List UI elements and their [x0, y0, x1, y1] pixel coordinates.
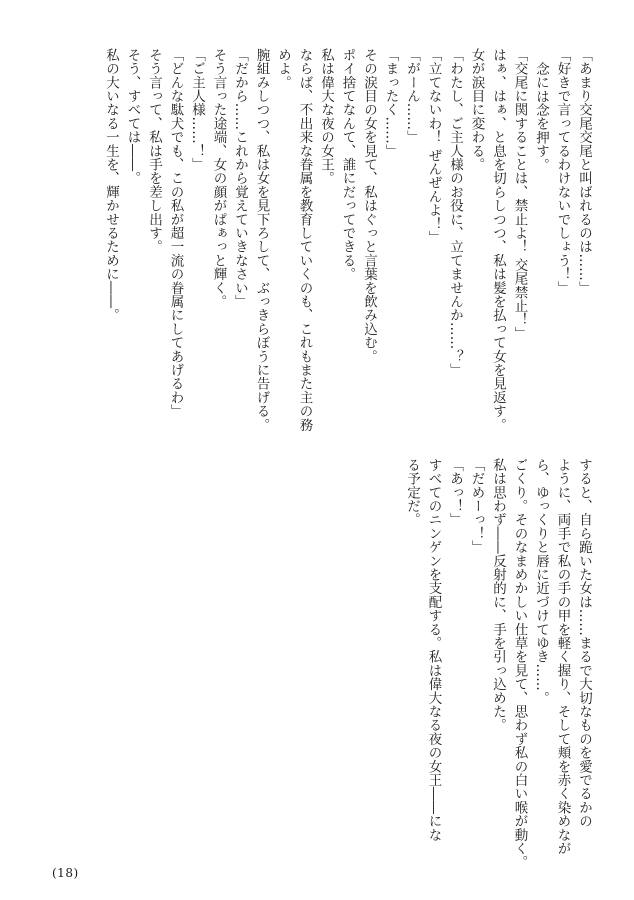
upper-text-line: 念には念を押す。 [533, 61, 549, 172]
upper-text-line: 「好きで言ってるわけないでしょう！」 [554, 48, 571, 295]
lower-text-line: すると、自ら跪いた女は……まるで大切なものを愛でるかの [576, 458, 592, 828]
upper-text-line: 「どんな駄犬でも、この私が超一流の眷属にしてあげるわ」 [167, 48, 184, 418]
upper-text-line: 「交尾に関することは、禁止よ！ 交尾禁止！」 [511, 48, 528, 341]
lower-text-line: 「あっ！」 [447, 458, 463, 527]
upper-text-line: 女が涙目に変わる。 [468, 48, 485, 172]
upper-text-line: 「がーん……」 [404, 48, 420, 144]
upper-text-line: そう言った途端、女の顔がぱぁっと輝く。 [210, 48, 227, 309]
upper-text-line: ならば、不出来な眷属を教育していくのも、これもまた主の務 [296, 48, 313, 432]
upper-text-line: 「わたし、ご主人様のお役に、立てませんか……？」 [447, 48, 463, 377]
upper-text-block [100, 48, 595, 432]
lower-text-line: 私は思わず――反射的に、手を引っ込めた。 [490, 458, 506, 732]
upper-text-line: そう、すべては――。 [124, 48, 141, 185]
page-number: (18) [52, 866, 79, 880]
upper-text-line: そう言って、私は手を差し出す。 [146, 48, 162, 254]
lower-text-line: すべてのニンゲンを支配する。私は偉大なる夜の女王――にな [425, 458, 442, 842]
lower-text-line: ごくり。そのなまめかしい仕草を見て、思わず私の白い喉が動く。 [511, 458, 528, 869]
upper-text-line: めよ。 [275, 48, 291, 90]
upper-text-line: はぁ、はぁ、と息を切らしつつ、私は髪を払って女を見返す。 [490, 48, 506, 432]
lower-text-line: る予定だ。 [404, 458, 420, 527]
upper-text-line: 私の大いなる一生を、輝かせるために――。 [103, 48, 119, 322]
lower-text-block [401, 458, 595, 869]
upper-text-line: 「だから……これから覚えていきなさい」 [232, 48, 248, 309]
upper-text-line: 私は偉大な夜の女王。 [318, 48, 334, 185]
lower-text-line: ら、ゆっくりと唇に近づけてゆき……。 [533, 458, 549, 705]
upper-text-line: ポイ捨てなんて、誰にだってできる。 [339, 48, 356, 281]
upper-text-line: 「ご主人様……！」 [189, 48, 205, 172]
upper-text-line: その涙目の女を見て、私はぐっと言葉を飲み込む。 [361, 48, 377, 364]
upper-text-line: 「あまり交尾交尾と叫ばれるのは……」 [576, 48, 592, 295]
upper-text-line: 「立てないわ！ ぜんぜんよ！」 [425, 48, 442, 245]
lower-text-line: ように、両手で私の手の甲を軽く握り、そして頬を赤く染めなが [554, 458, 571, 856]
upper-text-line: 「まったく……」 [382, 48, 399, 158]
upper-text-line: 腕組みしつつ、私は女を見下ろして、ぶっきらぼうに告げる。 [253, 48, 270, 432]
lower-text-line: 「だめーっ！」 [468, 458, 485, 554]
